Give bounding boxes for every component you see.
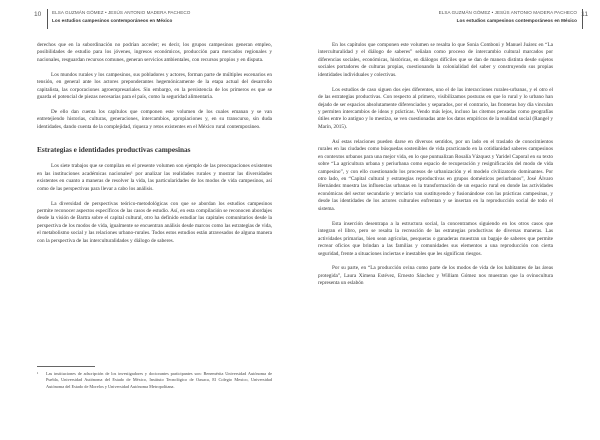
paragraph: Por su parte, en “La producción ovina como parte de los modos de vida de los habitantes de las áreas protegida”, Laura Ximena Estévez, Ernesto Sánchez y William Gómez nos muestran que la ovinocultura representa un eslabón (318, 265, 553, 287)
footnote-rule (37, 366, 95, 367)
footnote-area (37, 366, 272, 390)
section-heading: Estrategias e identidades productivas campesinas (37, 145, 191, 155)
right-running-title: Los estudios campesinos contemporáneos en México (456, 18, 577, 23)
footnote (37, 371, 272, 390)
footnote-marker: ¹ (37, 371, 39, 376)
paragraph: Los estudios de caso siguen dos ejes diferentes, uno el de las interacciones rurales-urbanas, y el otro el de las estrategias productivas. Con respecto al primero, visibilizamos posturas en que lo rural y lo urbano han dejado de ser espacios absolutamente diferenciados y separados, por el contrario, las fronteras hoy día vinculan y permiten intercambios de ideas y prácticas. Vendo más lejos, incluso las citemos pensadas como geografías útiles entre lo antiguo y lo mestizo, se ven cuestionadas ante los datos empíricos de la realidad social (Rangel y Marín, 2015). (318, 86, 553, 130)
paragraph: derechos que en la subordinación no podrían acceder; es decir, los grupos campesinos generan empleo, posibilidades de estudio para los jóvenes, ingresos económicos, producción para mercados regionales y nacionales, resguardan recursos comunes, generan servicios ambientales, con recursos propios y en disputa. (37, 42, 272, 63)
footnote-text: Las instituciones de adscripción de los investigadores y doctorantes participantes son: Benemérita Universidad Autónoma de Puebla, Universidad Autónoma del Estado de México, Instituto Tecnológico de Oaxaca, El Colegio Mexico, Universidad Autónoma del Estado de Morelos y Universidad Autónoma Metropolitana. (46, 371, 272, 389)
paragraph: La diversidad de perspectivas teórico-metodológicas con que se abordan los estudios campesinos permite reconocer aspectos específicos de las casos de estudio. Así, en esta compilación se reconocen abordajes desde la visión de Bartra sobre el capital cultural, otro ha definido estudiar las capitales comunitarios desde la perspectiva de los modos de vida, igualmente se encuentran análisis desde marcos como las estrategias de vida, el metabolismo social y las relaciones urbano-rurales. Todos estos estudios están atravesados de alguna manera con la perspectiva de las interculturalidades y diálogo de saberes. (37, 200, 272, 244)
paragraph: De ello dan cuenta los capítulos que componen este volumen de los cuales emanan y se van entretejiendo historias, culturas, generaciones, intercambios, apropiaciones y, en su transcurso, sin duda identidades, dando cuenta de la complejidad, riqueza y retos existentes en el México rural contemporáneo. (37, 108, 272, 130)
left-page-header (0, 8, 300, 34)
left-header-rule (47, 9, 48, 29)
left-running-title: Los estudios campesinos contemporáneos en México (52, 18, 173, 23)
right-running-authors: ELSA GUZMÁN GÓMEZ • JESÚS ANTONIO MADERA PACHECO (438, 10, 577, 15)
paragraph: En los capítulos que componen este volumen se resalta lo que Sonia Comboni y Manuel Juárez en “La interculturalidad y el diálogo de saberes” señalan como proceso de intercambio cultural marcados por diferencias sociales, económicas, históricas, en diálogos difíciles que se dan de manera distinta desde sujetos sociales portadores de culturas propias, cuestionando la colonialidad del saber y construyendo sus propias identidades individuales y colectivas. (318, 42, 553, 78)
paragraph: Los siete trabajos que se compilan en el presente volumen son ejemplo de las preocupaciones existentes en las instituciones académicas nacionales¹ por analizar las realidades rurales y mostrar las diversidades existentes en cuanto a maneras de resolver la vida, las particularidades de los modos de vida campesinos, así como de las perspectivas para llevar a cabo los análisis. (37, 163, 272, 192)
left-page-body (37, 42, 272, 253)
paragraph: Esta inserción desentrapa a la estructura social, la concentramos siguiendo en los otros casos que integran el libro, pero se resalta la recreación de las estrategias productivas de diversas maneras. Las actividades primarias, bien sean agrícolas, pesqueras o ganaderas muestran un bagaje de saberes que permite recrear oficios que brindan a las familias y comunidades sus elementos a una reproducción con cierta seguridad, frente a situaciones inciertas e inestables que les significan riesgos. (318, 220, 553, 257)
right-page-header (300, 8, 600, 34)
paragraph: Los mundos rurales y los campesinos, sus pobladores y actores, forman parte de múltiples escenarios en tensión, en general ante los actores preponderantes hegemónicamente de la etapa actual del desarrollo capitalista, las corporaciones agroempresariales. Sin embargo, en la persistencia de los primeros es que se guarda el potencial de piezas necesarias para el país, como la seguridad alimentaria. (37, 71, 272, 101)
right-page-number: 11 (581, 11, 588, 18)
left-page-number: 10 (34, 11, 42, 18)
paragraph: Así estas relaciones pueden darse en diversos sentidos, por un lado en el traslado de conocimientos rurales en las ciudades como búsquedas sostenibles de vida practicando en la cotidianidad saberes campesinos en contextos urbanos para una mejor vida, en lo que puntualizan Rosalía Vázquez y Yaridel Caporal en su texto sobre “La agricultura urbana y periurbana como espacio de recuperación y resignificación del modo de vida campesino”, y con ello cuestionando los procesos de urbanización y el modelo civilizatorio dominantes. Por otro lado, en “Capital cultural y estrategias reproductivas en grupos domésticos periurbanos”, José Álvaro Hernández muestra las influencias urbanas en la transformación de un espacio rural en donde las actividades económicas del sector secundario y terciario van sustituyendo y fusionándose con las prácticas campesinas, y desde las identidades de los actores culturales enfrentan y se insertan en la reproducción social de todo el sistema. (318, 138, 553, 212)
left-running-authors: ELSA GUZMÁN GÓMEZ • JESÚS ANTONIO MADERA PACHECO (52, 10, 191, 15)
right-page-body (318, 42, 553, 295)
right-page (300, 0, 600, 440)
